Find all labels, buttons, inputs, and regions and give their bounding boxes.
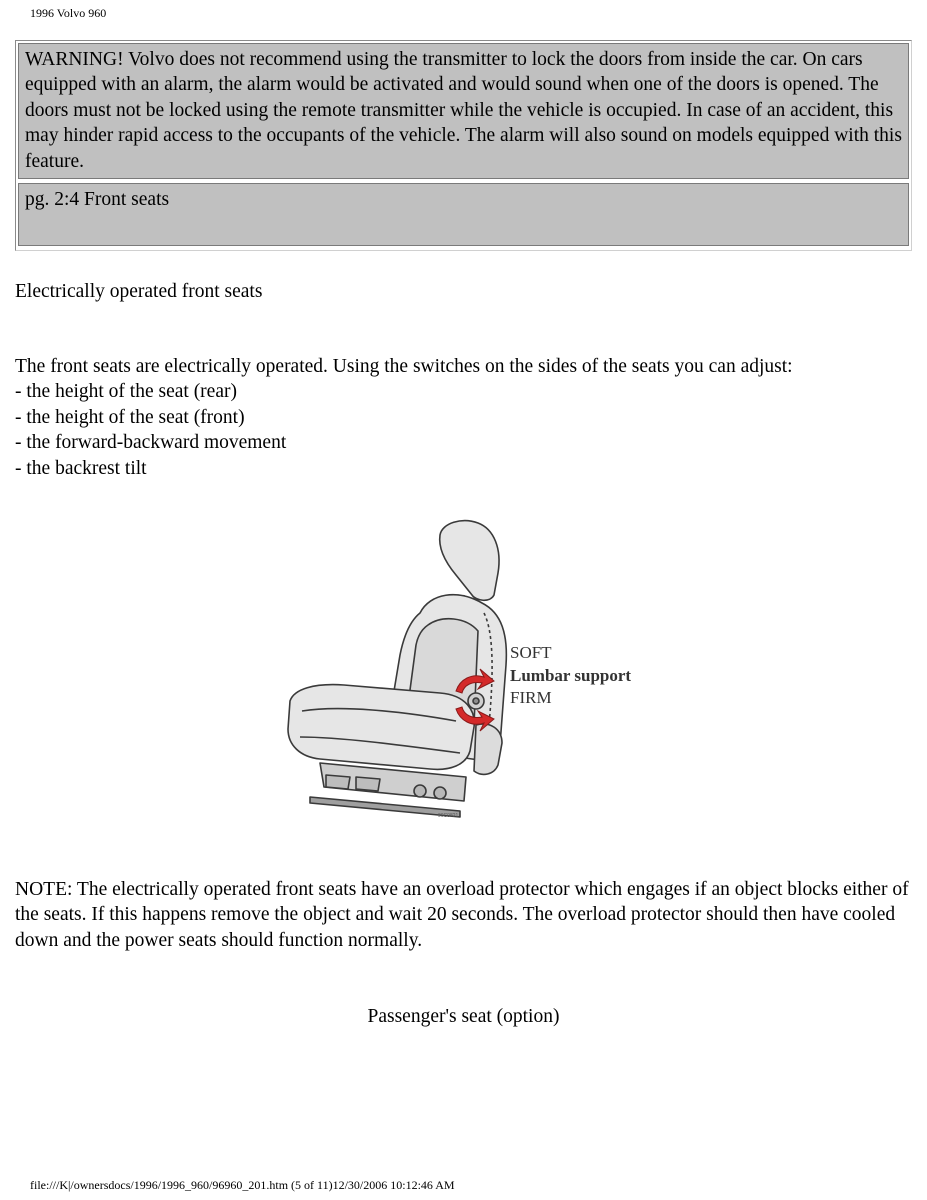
lumbar-support-label: Lumbar support bbox=[510, 666, 632, 685]
intro-sentence: The front seats are electrically operated. Using the switches on the sides of the seats you can adjust: bbox=[15, 356, 793, 377]
print-footer: file:///K|/ownersdocs/1996/1996_960/96960_201.htm (5 of 11)12/30/2006 10:12:46 AM bbox=[30, 1178, 455, 1192]
warning-text: WARNING! Volvo does not recommend using the transmitter to lock the doors from inside the car. On cars equipped with an alarm, the alarm would be activated and would sound when one of the doors is opened. The doors must not be locked using the remote transmitter while the vehicle is occupied. In case of an accident, this may hinder rapid access to the occupants of the vehicle. The alarm will also sound on models equipped with this feature. bbox=[18, 43, 909, 179]
seat-drawing bbox=[280, 515, 660, 825]
warning-table bbox=[15, 40, 912, 251]
section-title: Electrically operated front seats bbox=[15, 281, 263, 302]
intro-block bbox=[15, 354, 793, 481]
soft-label: SOFT bbox=[510, 643, 552, 662]
figure-caption: Passenger's seat (option) bbox=[367, 1006, 560, 1027]
adjust-item: - the height of the seat (rear) bbox=[15, 381, 237, 403]
overload-note: NOTE: The electrically operated front seats have an overload protector which engages if an object blocks either of the seats. If this happens remove the object and wait 20 seconds. The overload protector should then have cooled down and the power seats should function normally. bbox=[15, 879, 909, 951]
adjust-item: - the forward-backward movement bbox=[15, 432, 287, 454]
figure-code: 96C0821 bbox=[438, 813, 459, 819]
adjust-item: - the height of the seat (front) bbox=[15, 406, 245, 428]
adjust-item: - the backrest tilt bbox=[15, 457, 147, 479]
print-header: 1996 Volvo 960 bbox=[30, 6, 107, 20]
seat-illustration bbox=[280, 515, 660, 825]
firm-label: FIRM bbox=[510, 688, 552, 707]
page-reference: pg. 2:4 Front seats bbox=[18, 183, 909, 246]
